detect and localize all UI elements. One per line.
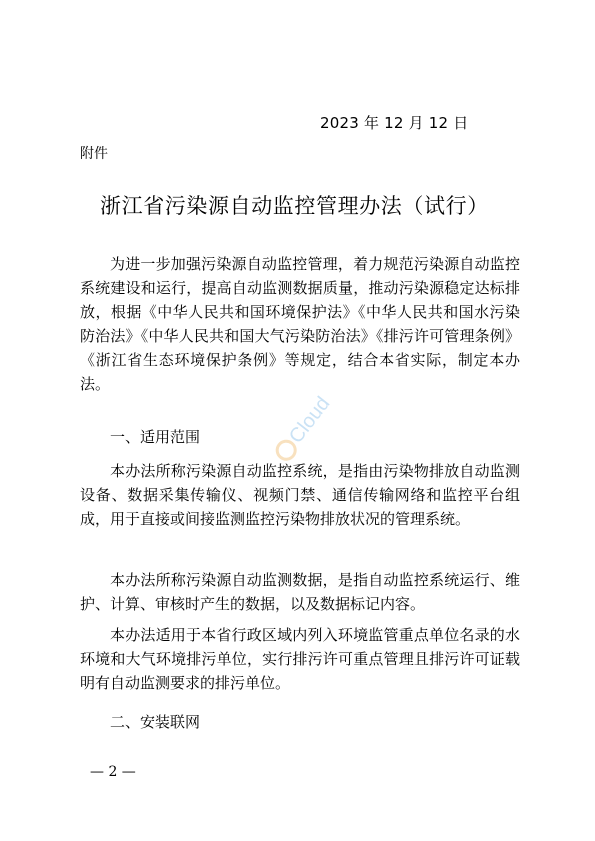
- watermark-text: Cloud: [284, 392, 335, 448]
- paragraph-data-definition: 本办法所称污染源自动监测数据，是指自动监控系统运行、维护、计算、审核时产生的数据，以及数据标记内容。: [80, 571, 520, 613]
- attachment-label: 附件: [80, 146, 108, 162]
- section-heading-scope: 一、适用范围: [110, 428, 201, 446]
- paragraph-preamble: 为进一步加强污染源自动监控管理，着力规范污染源自动监控系统建设和运行，提高自动监测数据质量，推动污染源稳定达标排放，根据《中华人民共和国环境保护法》《中华人民共和国水污染防治法》《中华人民共和国大气污染防治法》《排污许可管理条例》《浙江省生态环境保护条例》等规定，结合本省实际，制定本办法。: [80, 255, 520, 393]
- document-date: 2023 年 12 月 12 日: [320, 114, 469, 132]
- section-heading-installation: 二、安装联网: [110, 713, 201, 731]
- page-number: — 2 —: [90, 764, 136, 780]
- document-title: 浙江省污染源自动监控管理办法（试行）: [100, 194, 489, 218]
- paragraph-system-definition: 本办法所称污染源自动监控系统，是指由污染物排放自动监测设备、数据采集传输仪、视频门禁、通信传输网络和监控平台组成，用于直接或间接监测监控污染物排放状况的管理系统。: [80, 462, 520, 528]
- paragraph-applicability: 本办法适用于本省行政区域内列入环境监管重点单位名录的水环境和大气环境排污单位，实行排污许可重点管理且排污许可证载明有自动监测要求的排污单位。: [80, 626, 520, 692]
